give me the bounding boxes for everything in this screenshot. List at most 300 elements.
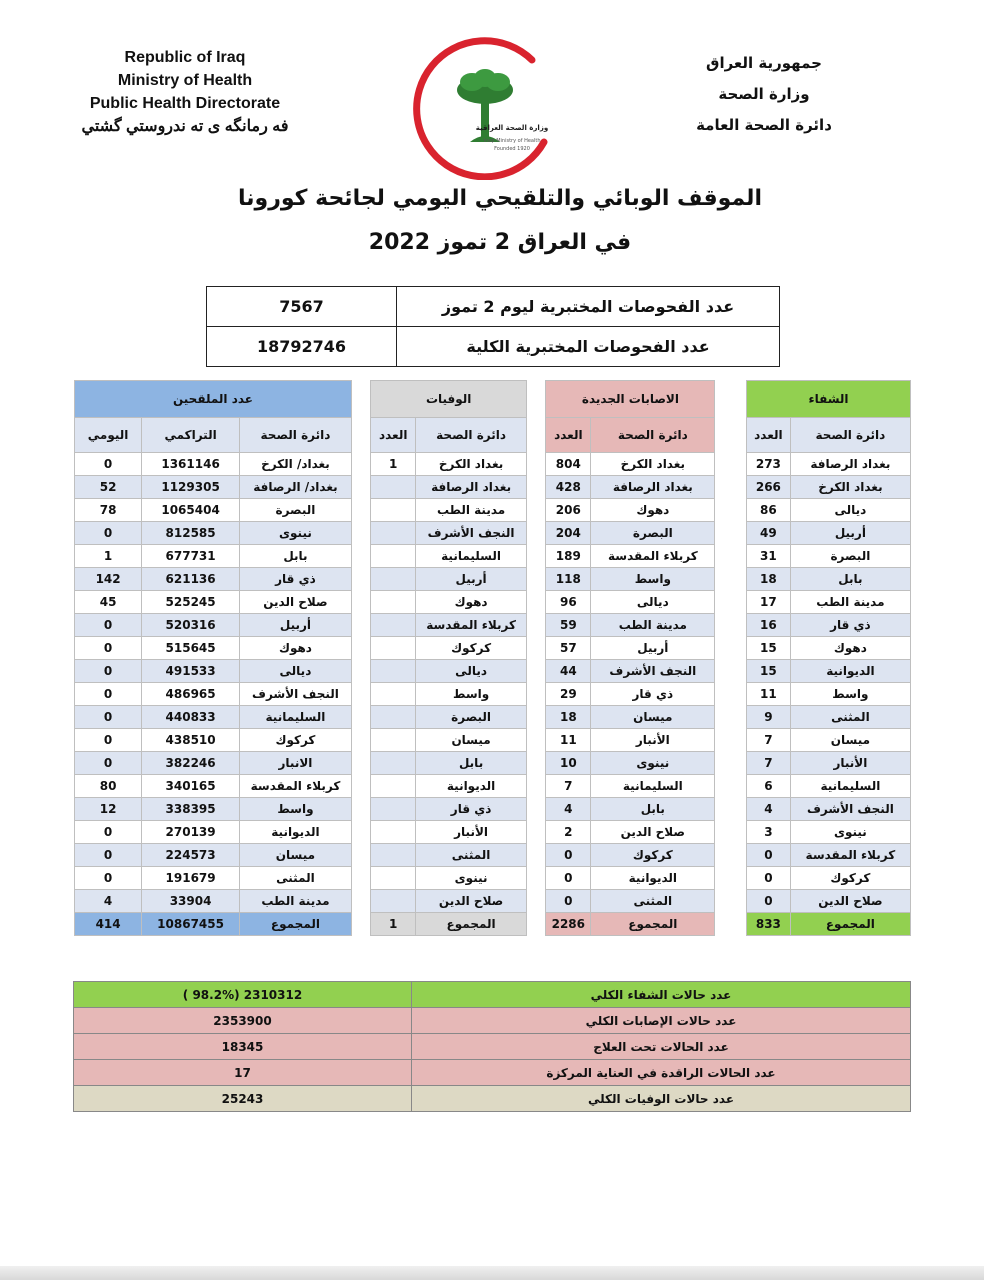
logo-founded: Founded 1920 [494,146,530,152]
death-dept-cell: ذي قار [416,798,527,821]
column-gap [351,453,370,476]
vac-cum-cell: 340165 [142,775,240,798]
vac-dept-cell: بغداد/ الكرخ [239,453,351,476]
table-row [75,568,911,591]
rec-count-cell: 6 [747,775,791,798]
column-gap [715,614,747,637]
vac-daily-cell: 45 [75,591,142,614]
rec-count-cell: 273 [747,453,791,476]
column-gap [351,591,370,614]
vac-cum-cell: 270139 [142,821,240,844]
column-gap [527,591,546,614]
table-row [75,706,911,729]
case-count-header: العدد [546,418,591,453]
vac-daily-total: 414 [75,913,142,936]
death-count-cell [371,844,416,867]
death-dept-cell: ديالى [416,660,527,683]
death-dept-cell: النجف الأشرف [416,522,527,545]
deaths-section-title: الوفيات [371,381,527,418]
vac-dept-cell: كربلاء المقدسة [239,775,351,798]
rec-count-cell: 15 [747,660,791,683]
death-dept-cell: نينوى [416,867,527,890]
rec-count-cell: 0 [747,844,791,867]
column-gap [527,890,546,913]
case-dept-cell: صلاح الدين [591,821,715,844]
column-gap [351,660,370,683]
vac-cum-cell: 515645 [142,637,240,660]
vac-dept-cell: نينوى [239,522,351,545]
column-gap [715,591,747,614]
death-dept-cell: مدينة الطب [416,499,527,522]
death-dept-cell: صلاح الدين [416,890,527,913]
column-gap [527,683,546,706]
vac-dept-cell: السليمانية [239,706,351,729]
column-gap [527,844,546,867]
vac-cum-cell: 438510 [142,729,240,752]
table-row [75,867,911,890]
case-count-cell: 7 [546,775,591,798]
rec-count-cell: 0 [747,867,791,890]
column-gap [351,637,370,660]
column-gap [715,522,747,545]
column-gap [351,775,370,798]
column-gap [527,614,546,637]
death-total-label: المجموع [416,913,527,936]
column-gap [527,913,546,936]
column-gap [351,913,370,936]
vac-dept-header: دائرة الصحة [239,418,351,453]
new-cases-section-title: الاصابات الجديدة [546,381,715,418]
rec-count-cell: 0 [747,890,791,913]
vac-cum-cell: 621136 [142,568,240,591]
rec-dept-cell: أربيل [790,522,910,545]
rec-dept-cell: كربلاء المقدسة [790,844,910,867]
column-gap [527,775,546,798]
column-gap [351,729,370,752]
column-gap [351,614,370,637]
column-gap [527,637,546,660]
rec-total-label: المجموع [790,913,910,936]
vac-daily-cell: 1 [75,545,142,568]
column-gap [351,821,370,844]
case-count-cell: 96 [546,591,591,614]
case-dept-cell: النجف الأشرف [591,660,715,683]
death-count-cell [371,591,416,614]
vac-dept-cell: واسط [239,798,351,821]
column-gap [351,568,370,591]
table-row [75,752,911,775]
ministry-logo [412,30,562,180]
rec-dept-cell: كركوك [790,867,910,890]
vac-cum-cell: 491533 [142,660,240,683]
column-gap [351,381,370,418]
summary-row [74,1008,911,1034]
header-ar-line: جمهورية العراق [706,54,822,72]
rec-dept-cell: بغداد الرصافة [790,453,910,476]
rec-dept-cell: واسط [790,683,910,706]
vac-dept-cell: ذي قار [239,568,351,591]
column-gap [351,683,370,706]
death-dept-cell: ميسان [416,729,527,752]
column-gap [351,867,370,890]
vac-cum-total: 10867455 [142,913,240,936]
case-count-cell: 44 [546,660,591,683]
case-count-cell: 0 [546,867,591,890]
vac-daily-cell: 4 [75,890,142,913]
vac-daily-cell: 0 [75,821,142,844]
rec-dept-cell: ذي قار [790,614,910,637]
case-dept-cell: نينوى [591,752,715,775]
death-dept-cell: البصرة [416,706,527,729]
death-count-cell [371,752,416,775]
vac-dept-cell: بغداد/ الرصافة [239,476,351,499]
column-gap [715,660,747,683]
summary-value: 2353900 [74,1008,412,1034]
column-gap [351,499,370,522]
column-gap [527,381,546,418]
death-count-cell [371,798,416,821]
case-count-cell: 189 [546,545,591,568]
column-gap [351,706,370,729]
vac-dept-cell: المثنى [239,867,351,890]
tests-value: 7567 [207,287,397,327]
death-count-cell [371,545,416,568]
summary-row [74,1086,911,1112]
vac-daily-cell: 0 [75,660,142,683]
case-count-cell: 10 [546,752,591,775]
summary-label: عدد حالات الوفيات الكلي [412,1086,911,1112]
vac-cum-cell: 520316 [142,614,240,637]
column-gap [351,798,370,821]
column-gap [715,706,747,729]
section-header-row [75,381,911,418]
column-gap [715,381,747,418]
vac-cum-cell: 812585 [142,522,240,545]
death-dept-cell: دهوك [416,591,527,614]
rec-count-cell: 86 [747,499,791,522]
vac-cum-cell: 677731 [142,545,240,568]
vac-daily-cell: 80 [75,775,142,798]
case-count-cell: 18 [546,706,591,729]
header-en-line: Public Health Directorate [89,95,281,112]
column-gap [351,476,370,499]
death-count-cell [371,706,416,729]
death-dept-cell: أربيل [416,568,527,591]
column-gap [715,683,747,706]
case-dept-header: دائرة الصحة [591,418,715,453]
vac-cum-cell: 525245 [142,591,240,614]
rec-count-cell: 11 [747,683,791,706]
death-dept-cell: بغداد الرصافة [416,476,527,499]
vac-daily-cell: 0 [75,752,142,775]
header-arabic [664,48,864,141]
case-count-cell: 11 [546,729,591,752]
case-dept-cell: السليمانية [591,775,715,798]
tests-label: عدد الفحوصات المختبرية ليوم 2 تموز [397,287,780,327]
vac-daily-cell: 142 [75,568,142,591]
column-gap [527,867,546,890]
vac-total-label: المجموع [239,913,351,936]
vac-dept-cell: صلاح الدين [239,591,351,614]
summary-label: عدد الحالات الراقدة في العناية المركزة [412,1060,911,1086]
table-row [75,614,911,637]
death-count-cell [371,660,416,683]
vac-daily-cell: 0 [75,867,142,890]
totals-row [75,913,911,936]
header-en-line: Republic of Iraq [124,49,246,66]
vac-daily-header: اليومي [75,418,142,453]
vac-cum-cell: 440833 [142,706,240,729]
case-dept-cell: كربلاء المقدسة [591,545,715,568]
column-gap [527,706,546,729]
rec-count-cell: 7 [747,729,791,752]
death-count-cell [371,614,416,637]
death-total: 1 [371,913,416,936]
column-gap [527,821,546,844]
case-total-label: المجموع [591,913,715,936]
summary-value: ( 98.2%) 2310312 [74,982,412,1008]
case-dept-cell: ذي قار [591,683,715,706]
summary-value: 25243 [74,1086,412,1112]
case-count-cell: 428 [546,476,591,499]
column-gap [351,890,370,913]
vac-cum-cell: 1065404 [142,499,240,522]
vac-daily-cell: 0 [75,683,142,706]
rec-dept-cell: المثنى [790,706,910,729]
death-dept-cell: واسط [416,683,527,706]
death-count-cell [371,890,416,913]
column-gap [715,453,747,476]
table-row [75,591,911,614]
rec-count-cell: 266 [747,476,791,499]
case-count-cell: 206 [546,499,591,522]
daily-status-table [74,380,911,936]
vac-dept-cell: النجف الأشرف [239,683,351,706]
rec-count-cell: 4 [747,798,791,821]
rec-dept-cell: الديوانية [790,660,910,683]
rec-dept-cell: السليمانية [790,775,910,798]
column-gap [715,913,747,936]
case-count-cell: 29 [546,683,591,706]
lab-tests-table [206,286,780,367]
rec-count-cell: 7 [747,752,791,775]
rec-dept-cell: الأنبار [790,752,910,775]
case-dept-cell: واسط [591,568,715,591]
case-count-cell: 118 [546,568,591,591]
table-row [75,499,911,522]
rec-dept-cell: بغداد الكرخ [790,476,910,499]
table-row [75,890,911,913]
column-gap [527,545,546,568]
vac-dept-cell: الديوانية [239,821,351,844]
column-gap [351,844,370,867]
case-dept-cell: الأنبار [591,729,715,752]
death-dept-cell: السليمانية [416,545,527,568]
summary-value: 18345 [74,1034,412,1060]
rec-dept-cell: البصرة [790,545,910,568]
case-total: 2286 [546,913,591,936]
death-dept-cell: كركوك [416,637,527,660]
rec-count-cell: 16 [747,614,791,637]
column-gap [715,418,747,453]
vac-dept-cell: الانبار [239,752,351,775]
death-dept-cell: بابل [416,752,527,775]
header-en-line: فه رمانگه ى ته ندروستي گشتي [81,118,289,135]
column-gap [527,752,546,775]
death-count-cell [371,499,416,522]
table-row [75,637,911,660]
tests-value: 18792746 [207,327,397,367]
rec-dept-cell: صلاح الدين [790,890,910,913]
case-dept-cell: أربيل [591,637,715,660]
table-row [75,522,911,545]
column-gap [527,522,546,545]
page-bottom-edge [0,1266,984,1280]
vac-dept-cell: مدينة الطب [239,890,351,913]
column-gap [527,660,546,683]
table-row [75,844,911,867]
case-dept-cell: بابل [591,798,715,821]
rec-dept-cell: ديالى [790,499,910,522]
case-count-cell: 57 [546,637,591,660]
column-gap [715,729,747,752]
summary-row [74,982,911,1008]
rec-dept-cell: نينوى [790,821,910,844]
header-en-line: Ministry of Health [117,72,253,89]
vaccinated-section-title: عدد الملقحين [75,381,352,418]
summary-label: عدد حالات الشفاء الكلي [412,982,911,1008]
column-gap [527,418,546,453]
rec-dept-cell: ميسان [790,729,910,752]
vac-dept-cell: بابل [239,545,351,568]
case-dept-cell: ميسان [591,706,715,729]
death-count-cell [371,637,416,660]
case-count-cell: 0 [546,890,591,913]
table-row [75,453,911,476]
rec-count-header: العدد [747,418,791,453]
case-dept-cell: كركوك [591,844,715,867]
column-gap [715,637,747,660]
vac-daily-cell: 0 [75,453,142,476]
column-gap [351,522,370,545]
rec-count-cell: 3 [747,821,791,844]
death-dept-cell: المثنى [416,844,527,867]
case-dept-cell: دهوك [591,499,715,522]
rec-dept-header: دائرة الصحة [790,418,910,453]
column-gap [715,890,747,913]
death-count-cell [371,568,416,591]
table-row [75,476,911,499]
rec-count-cell: 18 [747,568,791,591]
vac-daily-cell: 0 [75,522,142,545]
vac-daily-cell: 0 [75,706,142,729]
column-gap [715,752,747,775]
death-dept-header: دائرة الصحة [416,418,527,453]
column-gap [715,499,747,522]
case-dept-cell: الديوانية [591,867,715,890]
header-ar-line: وزارة الصحة [718,85,810,103]
column-gap [351,418,370,453]
column-gap [715,476,747,499]
rec-count-cell: 31 [747,545,791,568]
logo-ring [417,41,544,177]
column-gap [527,568,546,591]
death-count-cell [371,729,416,752]
death-count-cell [371,775,416,798]
vac-cum-cell: 382246 [142,752,240,775]
logo-name-en: Iraqi Ministry of Health [483,138,541,144]
column-gap [527,499,546,522]
tests-label: عدد الفحوصات المختبرية الكلية [397,327,780,367]
summary-row [74,1034,911,1060]
tests-row [207,327,780,367]
column-gap [715,568,747,591]
rec-count-cell: 49 [747,522,791,545]
page-title: الموقف الوبائي والتلقيحي اليومي لجائحة كورونا [238,186,762,211]
case-dept-cell: بغداد الرصافة [591,476,715,499]
vac-cum-cell: 338395 [142,798,240,821]
vac-cum-cell: 191679 [142,867,240,890]
logo-name-ar: وزارة الصحة العراقية [475,124,549,132]
vac-cum-cell: 224573 [142,844,240,867]
vac-cum-cell: 1361146 [142,453,240,476]
column-header-row [75,418,911,453]
column-gap [527,798,546,821]
death-dept-cell: بغداد الكرخ [416,453,527,476]
summary-label: عدد الحالات تحت العلاج [412,1034,911,1060]
rec-dept-cell: بابل [790,568,910,591]
header-ar-line: دائرة الصحة العامة [696,116,832,134]
death-dept-cell: الأنبار [416,821,527,844]
case-dept-cell: ديالى [591,591,715,614]
rec-dept-cell: دهوك [790,637,910,660]
rec-dept-cell: النجف الأشرف [790,798,910,821]
case-count-cell: 0 [546,844,591,867]
column-gap [527,453,546,476]
death-count-cell [371,867,416,890]
vac-cum-cell: 1129305 [142,476,240,499]
vac-daily-cell: 0 [75,729,142,752]
column-gap [527,729,546,752]
death-dept-cell: كربلاء المقدسة [416,614,527,637]
vac-daily-cell: 52 [75,476,142,499]
vac-daily-cell: 78 [75,499,142,522]
table-row [75,683,911,706]
rec-count-cell: 9 [747,706,791,729]
death-count-cell [371,821,416,844]
column-gap [351,545,370,568]
death-count-cell [371,683,416,706]
summary-row [74,1060,911,1086]
vac-daily-cell: 0 [75,614,142,637]
vac-cum-header: التراكمي [142,418,240,453]
death-dept-cell: الديوانية [416,775,527,798]
rec-count-cell: 15 [747,637,791,660]
vac-cum-cell: 33904 [142,890,240,913]
column-gap [715,844,747,867]
case-count-cell: 4 [546,798,591,821]
death-count-cell [371,476,416,499]
death-count-cell: 1 [371,453,416,476]
summary-table [73,981,911,1112]
summary-label: عدد حالات الإصابات الكلي [412,1008,911,1034]
case-dept-cell: مدينة الطب [591,614,715,637]
column-gap [715,867,747,890]
vac-dept-cell: دهوك [239,637,351,660]
case-count-cell: 59 [546,614,591,637]
death-count-cell [371,522,416,545]
case-count-cell: 204 [546,522,591,545]
